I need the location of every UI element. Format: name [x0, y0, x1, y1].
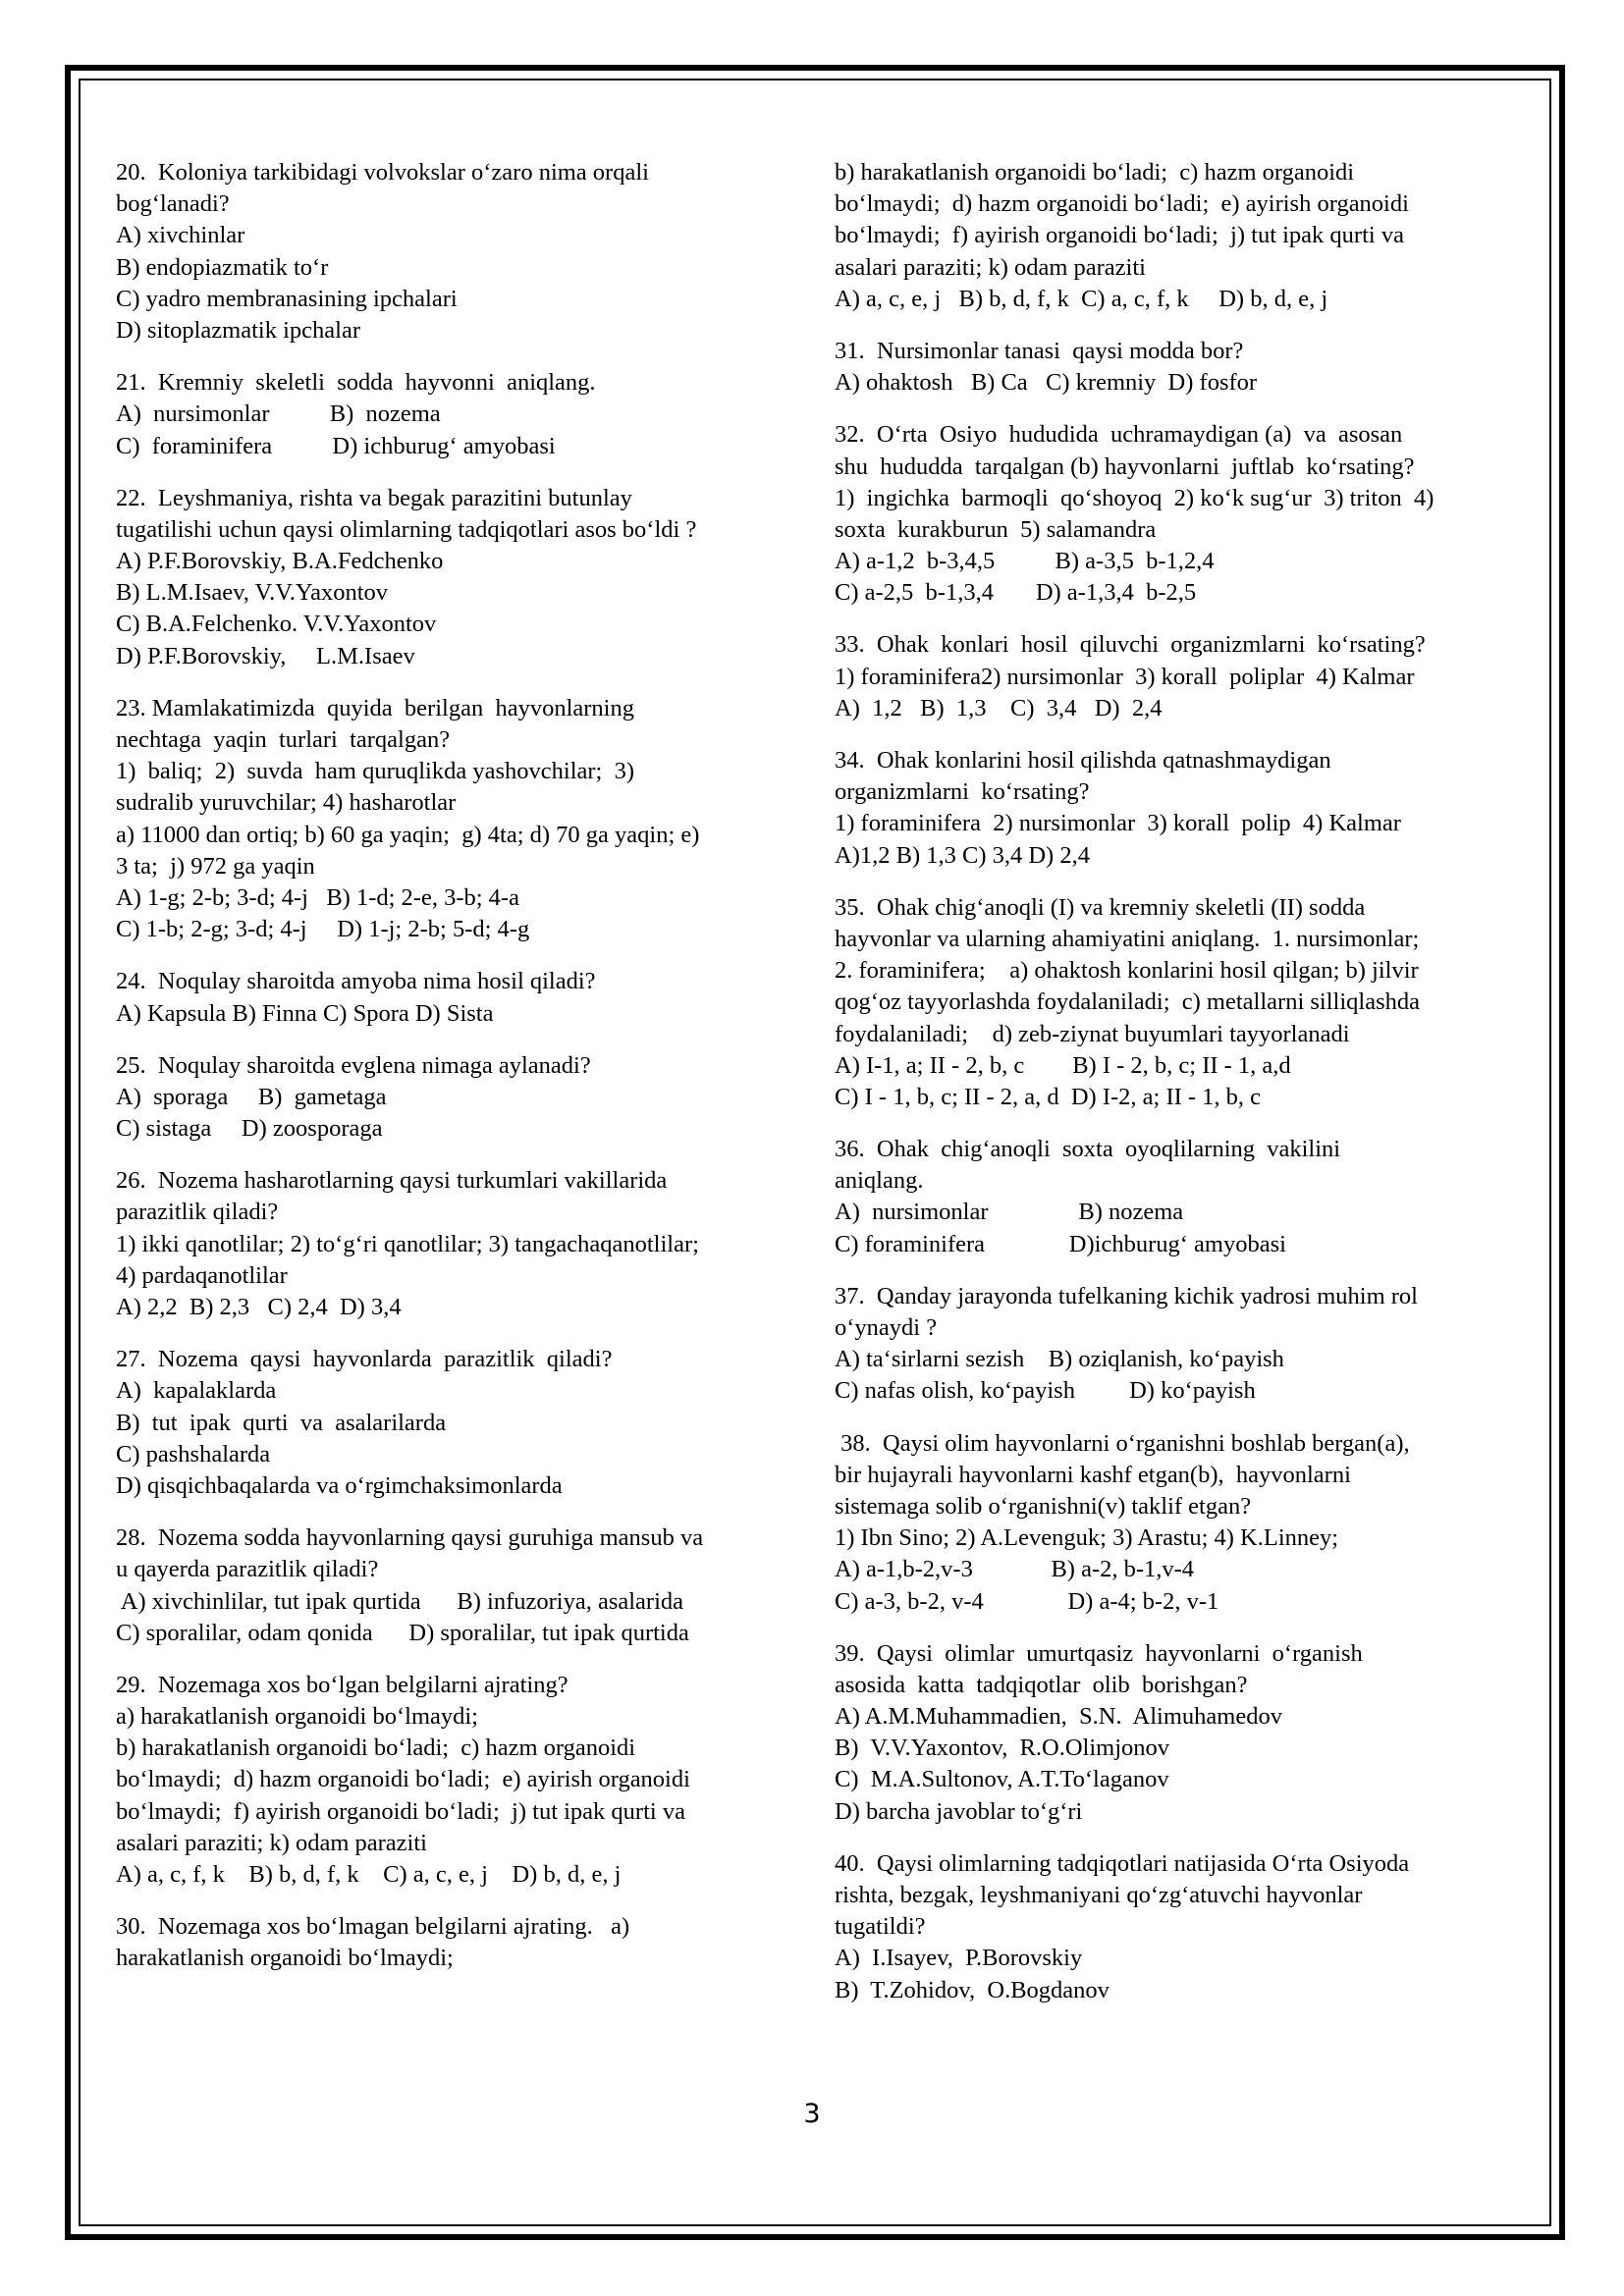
question-line: u qayerda parazitlik qiladi?	[116, 1556, 379, 1583]
question-line: soxta kurakburun 5) salamandra	[835, 515, 1157, 543]
question-line: 24. Noqulay sharoitda amyoba nima hosil qiladi?	[116, 968, 596, 995]
question-q35	[835, 892, 1527, 1113]
question-line: 33. Ohak konlari hosil qiluvchi organizmlarni ko‘rsating?	[835, 631, 1426, 659]
question-q38	[835, 1428, 1527, 1618]
question-line: 30. Nozemaga xos bo‘lmagan belgilarni ajrating. a)	[116, 1913, 630, 1941]
question-q23	[116, 693, 793, 946]
question-q20	[116, 157, 793, 347]
question-q21	[116, 367, 793, 462]
question-line: 3 ta; j) 972 ga yaqin	[116, 852, 315, 880]
question-line: A) sporaga B) gametaga	[116, 1083, 387, 1110]
question-line: 2. foraminifera; a) ohaktosh konlarini hosil qilgan; b) jilvir	[835, 957, 1419, 985]
question-q39	[835, 1638, 1527, 1828]
question-q28	[116, 1522, 793, 1649]
question-line: D) barcha javoblar to‘g‘ri	[835, 1797, 1083, 1825]
question-line: B) tut ipak qurti va asalarilarda	[116, 1409, 447, 1436]
question-line: A) a, c, e, j B) b, d, f, k C) a, c, f, k D) b, d, e, j	[835, 285, 1328, 312]
question-line: 1) Ibn Sino; 2) A.Levenguk; 3) Arastu; 4) K.Linney;	[835, 1524, 1339, 1552]
question-line: A) kapalaklarda	[116, 1377, 277, 1405]
question-line: A) A.M.Muhammadien, S.N. Alimuhamedov	[835, 1703, 1282, 1731]
question-line: 28. Nozema sodda hayvonlarning qaysi guruhiga mansub va	[116, 1524, 704, 1552]
question-q31	[835, 336, 1527, 399]
question-line: A) Kapsula B) Finna C) Spora D) Sista	[116, 999, 494, 1027]
question-line: C) a-2,5 b-1,3,4 D) a-1,3,4 b-2,5	[835, 579, 1197, 607]
question-line: A) nursimonlar B) nozema	[116, 400, 441, 428]
question-line: C) sistaga D) zoosporaga	[116, 1115, 383, 1143]
question-line: 4) pardaqanotlilar	[116, 1261, 288, 1289]
question-line: tugatilishi uchun qaysi olimlarning tadqiqotlari asos bo‘ldi ?	[116, 515, 697, 543]
question-line: A) I.Isayev, P.Borovskiy	[835, 1945, 1083, 1972]
question-line: 1) baliq; 2) suvda ham quruqlikda yashovchilar; 3)	[116, 758, 634, 785]
question-line: 35. Ohak chig‘anoqli (I) va kremniy skeletli (II) sodda	[835, 893, 1366, 921]
page-number: 3	[803, 2099, 821, 2129]
question-line: C) foraminifera D)ichburug‘ amyobasi	[835, 1230, 1286, 1257]
question-line: aniqlang.	[835, 1167, 924, 1195]
question-q24	[116, 966, 793, 1029]
question-line: A) ta‘sirlarni sezish B) oziqlanish, ko‘payish	[835, 1346, 1284, 1373]
question-line: parazitlik qiladi?	[116, 1199, 279, 1226]
question-q27	[116, 1344, 793, 1502]
question-q22	[116, 483, 793, 672]
question-line: bog‘lanadi?	[116, 190, 230, 218]
question-line: b) harakatlanish organoidi bo‘ladi; c) hazm organoidi	[116, 1735, 636, 1762]
question-line: b) harakatlanish organoidi bo‘ladi; c) hazm organoidi	[835, 159, 1355, 186]
question-q32	[835, 419, 1527, 609]
question-line: o‘ynaydi ?	[835, 1314, 938, 1341]
question-line: B) V.V.Yaxontov, R.O.Olimjonov	[835, 1735, 1170, 1762]
question-q26	[116, 1165, 793, 1323]
question-line: bo‘lmaydi; d) hazm organoidi bo‘ladi; e) ayirish organoidi	[116, 1766, 690, 1793]
question-line: 22. Leyshmaniya, rishta va begak parazitini butunlay	[116, 484, 632, 511]
question-q36	[835, 1134, 1527, 1260]
question-q29	[116, 1670, 793, 1891]
question-line: organizmlarni ko‘rsating?	[835, 778, 1090, 806]
question-line: 31. Nursimonlar tanasi qaysi modda bor?	[835, 337, 1244, 364]
question-line: 25. Noqulay sharoitda evglena nimaga aylanadi?	[116, 1051, 591, 1079]
question-line: asalari paraziti; k) odam paraziti	[835, 253, 1146, 281]
question-q30-cont	[835, 157, 1527, 315]
question-line: C) nafas olish, ko‘payish D) ko‘payish	[835, 1377, 1256, 1405]
question-line: C) B.A.Felchenko. V.V.Yaxontov	[116, 611, 437, 638]
question-line: A) xivchinlilar, tut ipak qurtida B) infuzoriya, asalarida	[116, 1587, 684, 1615]
question-line: C) foraminifera D) ichburug‘ amyobasi	[116, 432, 556, 459]
question-line: C) pashshalarda	[116, 1440, 271, 1468]
question-line: 23. Mamlakatimizda quyida berilgan hayvonlarning	[116, 694, 634, 721]
question-line: 20. Koloniya tarkibidagi volvokslar o‘zaro nima orqali	[116, 159, 649, 186]
question-line: a) harakatlanish organoidi bo‘lmaydi;	[116, 1703, 478, 1731]
question-q34	[835, 745, 1527, 872]
question-line: 40. Qaysi olimlarning tadqiqotlari natijasida O‘rta Osiyoda	[835, 1849, 1410, 1877]
question-line: A) a, c, f, k B) b, d, f, k C) a, c, e, j D) b, d, e, j	[116, 1861, 622, 1888]
question-line: A) P.F.Borovskiy, B.A.Fedchenko	[116, 548, 444, 575]
question-line: A) 1,2 B) 1,3 C) 3,4 D) 2,4	[835, 694, 1163, 721]
question-line: 32. O‘rta Osiyo hududida uchramaydigan (a) va asosan	[835, 421, 1403, 449]
question-q33	[835, 629, 1527, 724]
question-line: a) 11000 dan ortiq; b) 60 ga yaqin; g) 4ta; d) 70 ga yaqin; e)	[116, 821, 700, 848]
question-line: C) yadro membranasining ipchalari	[116, 285, 458, 312]
question-line: 1) foraminifera2) nursimonlar 3) korall poliplar 4) Kalmar	[835, 663, 1415, 690]
question-line: A)1,2 B) 1,3 C) 3,4 D) 2,4	[835, 841, 1090, 869]
question-line: 34. Ohak konlarini hosil qilishda qatnashmaydigan	[835, 747, 1331, 774]
question-line: 27. Nozema qaysi hayvonlarda parazitlik qiladi?	[116, 1346, 613, 1373]
question-line: C) sporalilar, odam qonida D) sporalilar, tut ipak qurtida	[116, 1619, 689, 1646]
question-line: sudralib yuruvchilar; 4) hasharotlar	[116, 789, 457, 817]
question-line: foydalaniladi; d) zeb-ziynat buyumlari tayyorlanadi	[835, 1020, 1350, 1047]
question-line: bir hujayrali hayvonlarni kashf etgan(b), hayvonlarni	[835, 1461, 1351, 1488]
question-line: B) L.M.Isaev, V.V.Yaxontov	[116, 579, 389, 607]
question-line: harakatlanish organoidi bo‘lmaydi;	[116, 1945, 454, 1972]
question-line: A) nursimonlar B) nozema	[835, 1199, 1184, 1226]
question-line: 1) foraminifera 2) nursimonlar 3) korall polip 4) Kalmar	[835, 810, 1401, 837]
question-line: sistemaga solib o‘rganishni(v) taklif etgan?	[835, 1492, 1252, 1520]
question-line: A) a-1,2 b-3,4,5 B) a-3,5 b-1,2,4	[835, 548, 1215, 575]
question-line: D) P.F.Borovskiy, L.M.Isaev	[116, 642, 415, 669]
question-line: 1) ikki qanotlilar; 2) to‘g‘ri qanotlilar; 3) tangachaqanotlilar;	[116, 1230, 699, 1257]
question-line: bo‘lmaydi; f) ayirish organoidi bo‘ladi; j) tut ipak qurti va	[116, 1797, 685, 1825]
left-column	[116, 157, 793, 1996]
question-line: 39. Qaysi olimlar umurtqasiz hayvonlarni o‘rganish	[835, 1639, 1363, 1667]
question-line: 36. Ohak chig‘anoqli soxta oyoqlilarning vakilini	[835, 1136, 1341, 1163]
question-line: 38. Qaysi olim hayvonlarni o‘rganishni boshlab bergan(a),	[835, 1429, 1410, 1457]
question-line: B) endopiazmatik to‘r	[116, 253, 329, 281]
question-line: B) T.Zohidov, O.Bogdanov	[835, 1976, 1110, 2003]
question-q25	[116, 1050, 793, 1146]
question-line: 21. Kremniy skeletli sodda hayvonni aniqlang.	[116, 369, 596, 397]
question-line: D) qisqichbaqalarda va o‘rgimchaksimonlarda	[116, 1471, 563, 1499]
question-line: shu hududda tarqalgan (b) hayvonlarni juftlab ko‘rsating?	[835, 453, 1415, 480]
question-line: bo‘lmaydi; d) hazm organoidi bo‘ladi; e) ayirish organoidi	[835, 190, 1409, 218]
question-line: hayvonlar va ularning ahamiyatini aniqlang. 1. nursimonlar;	[835, 925, 1420, 952]
question-line: C) a-3, b-2, v-4 D) a-4; b-2, v-1	[835, 1587, 1219, 1615]
question-line: A) xivchinlar	[116, 222, 245, 249]
question-line: C) 1-b; 2-g; 3-d; 4-j D) 1-j; 2-b; 5-d; 4-g	[116, 916, 530, 943]
question-line: 1) ingichka barmoqli qo‘shoyoq 2) ko‘k sug‘ur 3) triton 4)	[835, 484, 1435, 511]
question-line: tugatildi?	[835, 1913, 926, 1941]
question-q30	[116, 1911, 793, 1974]
question-line: A) 1-g; 2-b; 3-d; 4-j B) 1-d; 2-e, 3-b; 4-a	[116, 883, 519, 911]
question-line: 26. Nozema hasharotlarning qaysi turkumlari vakillarida	[116, 1167, 668, 1195]
question-q37	[835, 1281, 1527, 1408]
question-line: 29. Nozemaga xos bo‘lgan belgilarni ajrating?	[116, 1671, 568, 1698]
question-line: nechtaga yaqin turlari tarqalgan?	[116, 726, 451, 753]
question-line: rishta, bezgak, leyshmaniyani qo‘zg‘atuvchi hayvonlar	[835, 1882, 1363, 1908]
question-line: A) I-1, a; II - 2, b, c B) I - 2, b, c; II - 1, a,d	[835, 1051, 1291, 1079]
question-line: 37. Qanday jarayonda tufelkaning kichik yadrosi muhim rol	[835, 1282, 1418, 1309]
question-line: asalari paraziti; k) odam paraziti	[116, 1829, 427, 1856]
question-line: qog‘oz tayyorlashda foydalaniladi; c) metallarni silliqlashda	[835, 988, 1420, 1016]
question-q40	[835, 1848, 1527, 2006]
question-line: A) 2,2 B) 2,3 C) 2,4 D) 3,4	[116, 1294, 402, 1320]
question-line: bo‘lmaydi; f) ayirish organoidi bo‘ladi; j) tut ipak qurti va	[835, 222, 1404, 249]
question-line: C) M.A.Sultonov, A.T.To‘laganov	[835, 1766, 1169, 1793]
question-line: A) a-1,b-2,v-3 B) a-2, b-1,v-4	[835, 1556, 1195, 1583]
question-line: C) I - 1, b, c; II - 2, a, d D) I-2, a; II - 1, b, c	[835, 1083, 1262, 1110]
right-column	[835, 157, 1527, 2027]
question-line: asosida katta tadqiqotlar olib borishgan?	[835, 1671, 1248, 1698]
question-line: D) sitoplazmatik ipchalar	[116, 316, 360, 344]
question-line: A) ohaktosh B) Ca C) kremniy D) fosfor	[835, 369, 1258, 397]
